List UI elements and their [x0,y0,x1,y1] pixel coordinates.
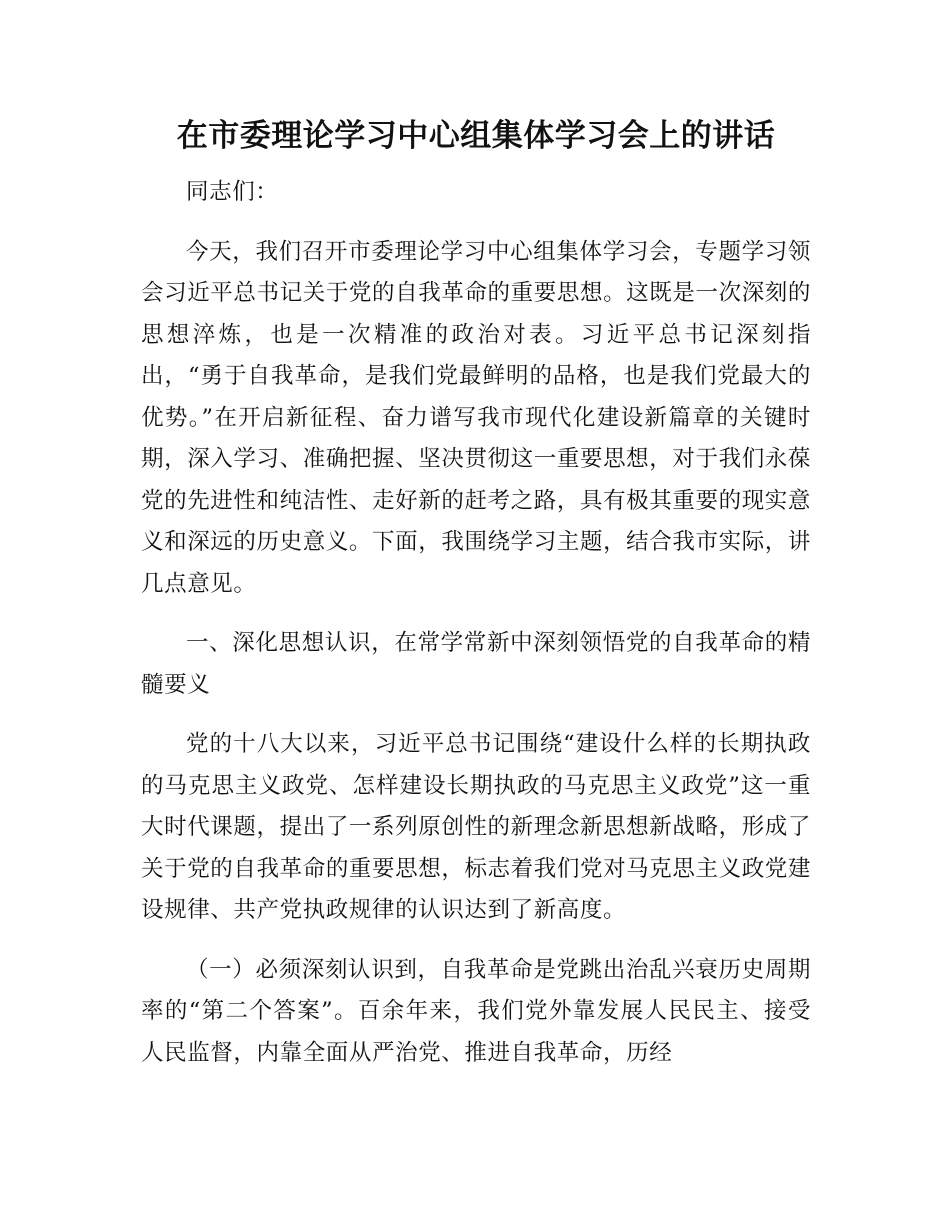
paragraph-intro: 今天，我们召开市委理论学习中心组集体学习会，专题学习领会习近平总书记关于党的自我革命的重要思想。这既是一次深刻的思想淬炼，也是一次精准的政治对表。习近平总书记深刻指出，“勇于自我革命，是我们党最鲜明的品格，也是我们党最大的优势。”在开启新征程、奋力谱写我市现代化建设新篇章的关键时期，深入学习、准确把握、坚决贯彻这一重要思想，对于我们永葆党的先进性和纯洁性、走好新的赶考之路，具有极其重要的现实意义和深远的历史意义。下面，我围绕学习主题，结合我市实际，讲几点意见。 [141,238,811,597]
greeting: 同志们： [186,179,279,205]
document-title: 在市委理论学习中心组集体学习会上的讲话 [176,118,776,154]
paragraph-section-1: 党的十八大以来，习近平总书记围绕“建设什么样的长期执政的马克思主义政党、怎样建设长期执政的马克思主义政党”这一重大时代课题，提出了一系列原创性的新理念新思想新战略，形成了关于党的自我革命的重要思想，标志着我们党对马克思主义政党建设规律、共产党执政规律的认识达到了新高度。 [141,731,811,923]
document-body [141,110,811,1074]
paragraph-subsection-1: （一）必须深刻认识到，自我革命是党跳出治乱兴衰历史周期率的“第二个答案”。百余年来，我们党外靠发展人民民主、接受人民监督，内靠全面从严治党、推进自我革命，历经 [141,956,811,1066]
section-heading-1: 一、深化思想认识，在常学常新中深刻领悟党的自我革命的精髓要义 [141,630,811,698]
